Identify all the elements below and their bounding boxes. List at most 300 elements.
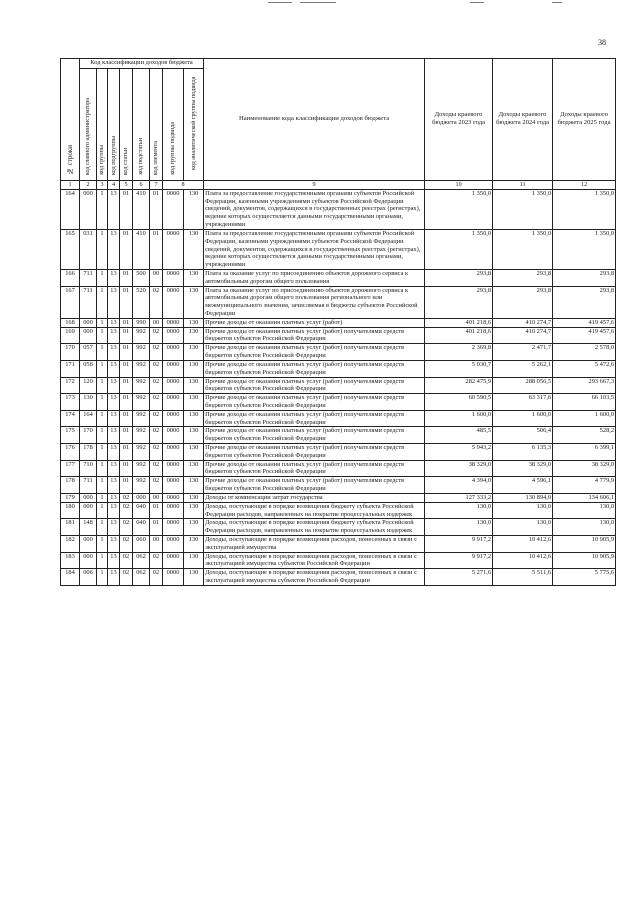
cell-amount-2024: 130,0 bbox=[493, 519, 553, 536]
cell-amount-2024: 2 471,7 bbox=[493, 344, 553, 361]
row-number: 168 bbox=[61, 318, 80, 327]
cell-analytic-group-code: 130 bbox=[184, 519, 204, 536]
cell-element-code: 02 bbox=[150, 444, 163, 461]
row-number: 171 bbox=[61, 360, 80, 377]
cell-subtype-group-code: 0000 bbox=[163, 493, 184, 502]
cell-amount-2025: 1 350,0 bbox=[553, 229, 616, 269]
cell-amount-2023: 5 030,7 bbox=[425, 360, 493, 377]
table-row bbox=[61, 493, 616, 502]
cell-analytic-group-code: 130 bbox=[184, 493, 204, 502]
cell-amount-2025: 134 606,1 bbox=[553, 493, 616, 502]
cell-name: Доходы, поступающие в порядке возмещения бюджету субъекта Российской Федерации расходов, направленных на покрытие процессуальных издержек bbox=[204, 519, 425, 536]
cell-analytic-group-code: 130 bbox=[184, 535, 204, 552]
cell-name: Прочие доходы от оказания платных услуг (работ) получателями средств бюджетов субъектов Российской Федерации bbox=[204, 327, 425, 344]
cell-subarticle-code: 000 bbox=[133, 493, 150, 502]
cell-admin-code: 000 bbox=[80, 502, 97, 519]
cell-amount-2025: 130,0 bbox=[553, 519, 616, 536]
table-row bbox=[61, 394, 616, 411]
cell-element-code: 02 bbox=[150, 477, 163, 494]
cell-group-code: 1 bbox=[97, 552, 108, 569]
cell-amount-2023: 401 218,6 bbox=[425, 318, 493, 327]
cell-subarticle-code: 992 bbox=[133, 394, 150, 411]
cell-article-code: 02 bbox=[120, 502, 133, 519]
cell-amount-2025: 6 399,1 bbox=[553, 444, 616, 461]
cell-article-code: 01 bbox=[120, 427, 133, 444]
table-row bbox=[61, 318, 616, 327]
table-row bbox=[61, 344, 616, 361]
cell-subgroup-code: 13 bbox=[108, 535, 120, 552]
cell-subarticle-code: 990 bbox=[133, 318, 150, 327]
row-number: 174 bbox=[61, 410, 80, 427]
cell-subgroup-code: 13 bbox=[108, 189, 120, 229]
header-code-article-label: код статьи bbox=[122, 147, 130, 175]
cell-amount-2023: 5 943,2 bbox=[425, 444, 493, 461]
column-number: 9 bbox=[204, 180, 425, 189]
cell-admin-code: 000 bbox=[80, 189, 97, 229]
cell-amount-2025: 10 905,9 bbox=[553, 535, 616, 552]
cell-amount-2023: 9 917,2 bbox=[425, 552, 493, 569]
cell-amount-2025: 5 472,6 bbox=[553, 360, 616, 377]
cell-subgroup-code: 13 bbox=[108, 377, 120, 394]
cell-amount-2025: 5 775,6 bbox=[553, 569, 616, 586]
cell-amount-2024: 63 317,6 bbox=[493, 394, 553, 411]
cell-subtype-group-code: 0000 bbox=[163, 569, 184, 586]
cell-subtype-group-code: 0000 bbox=[163, 410, 184, 427]
cell-subgroup-code: 13 bbox=[108, 460, 120, 477]
table-row bbox=[61, 229, 616, 269]
cell-group-code: 1 bbox=[97, 535, 108, 552]
cell-analytic-group-code: 130 bbox=[184, 189, 204, 229]
cell-group-code: 1 bbox=[97, 229, 108, 269]
cell-admin-code: 148 bbox=[80, 519, 97, 536]
header-name: Наименование кода классификации доходов бюджета bbox=[204, 59, 425, 181]
cell-name: Доходы, поступающие в порядке возмещения расходов, понесенных в связи с эксплуатацией имущества bbox=[204, 535, 425, 552]
cell-subgroup-code: 13 bbox=[108, 493, 120, 502]
cell-group-code: 1 bbox=[97, 327, 108, 344]
cell-amount-2024: 5 511,6 bbox=[493, 569, 553, 586]
cell-subgroup-code: 13 bbox=[108, 519, 120, 536]
cell-amount-2024: 5 262,1 bbox=[493, 360, 553, 377]
cell-amount-2024: 410 274,7 bbox=[493, 318, 553, 327]
cell-group-code: 1 bbox=[97, 394, 108, 411]
header-code-subtype-group bbox=[163, 69, 184, 181]
table-row bbox=[61, 502, 616, 519]
cell-subarticle-code: 992 bbox=[133, 344, 150, 361]
cell-name: Плата за предоставление государственными органами субъектов Российской Федерации, казенными учреждениями субъектов Российской Федерации сведений, документов, содержащихся в государственных реестрах (регистрах), ведение которых осуществляется данными государственными органами, учреждениями bbox=[204, 229, 425, 269]
cell-amount-2024: 10 412,6 bbox=[493, 535, 553, 552]
cell-amount-2025: 38 329,0 bbox=[553, 460, 616, 477]
cell-amount-2023: 282 475,9 bbox=[425, 377, 493, 394]
cell-group-code: 1 bbox=[97, 444, 108, 461]
cell-admin-code: 000 bbox=[80, 552, 97, 569]
cell-subtype-group-code: 0000 bbox=[163, 377, 184, 394]
cell-subgroup-code: 13 bbox=[108, 394, 120, 411]
cell-amount-2024: 1 600,0 bbox=[493, 410, 553, 427]
cell-amount-2023: 130,0 bbox=[425, 502, 493, 519]
cell-article-code: 01 bbox=[120, 410, 133, 427]
cell-name: Плата за оказание услуг по присоединению объектов дорожного сервиса к автомобильным дорогам общего пользования регионального или межмуниципального значения, зачисляемая в бюджеты субъектов Российской Федерации bbox=[204, 286, 425, 318]
cell-analytic-group-code: 130 bbox=[184, 460, 204, 477]
cell-subtype-group-code: 0000 bbox=[163, 552, 184, 569]
cell-admin-code: 031 bbox=[80, 229, 97, 269]
cell-element-code: 02 bbox=[150, 460, 163, 477]
header-code-element-label: код элемента bbox=[152, 140, 160, 175]
cell-name: Доходы, поступающие в порядке возмещения расходов, понесенных в связи с эксплуатацией имущества субъектов Российской Федерации bbox=[204, 569, 425, 586]
cell-name: Доходы, поступающие в порядке возмещения расходов, понесенных в связи с эксплуатацией имущества субъектов Российской Федерации bbox=[204, 552, 425, 569]
header-code-analytic-group bbox=[184, 69, 204, 181]
cell-element-code: 01 bbox=[150, 189, 163, 229]
cell-amount-2024: 38 329,0 bbox=[493, 460, 553, 477]
header-row-number bbox=[61, 59, 80, 181]
cell-name: Прочие доходы от оказания платных услуг (работ) получателями средств бюджетов субъектов Российской Федерации bbox=[204, 394, 425, 411]
row-number: 173 bbox=[61, 394, 80, 411]
table-body bbox=[61, 189, 616, 585]
cell-subtype-group-code: 0000 bbox=[163, 427, 184, 444]
header-code-article bbox=[120, 69, 133, 181]
cell-subarticle-code: 040 bbox=[133, 519, 150, 536]
cell-amount-2023: 2 369,8 bbox=[425, 344, 493, 361]
cell-article-code: 01 bbox=[120, 189, 133, 229]
header-year-2025: Доходы краевого бюджета 2025 года bbox=[553, 59, 616, 181]
cell-element-code: 02 bbox=[150, 344, 163, 361]
cell-element-code: 01 bbox=[150, 502, 163, 519]
table-row bbox=[61, 377, 616, 394]
header-code-subarticle-label: код подстатьи bbox=[137, 138, 145, 175]
row-number: 181 bbox=[61, 519, 80, 536]
header-code-subgroup-label: код подгруппы bbox=[109, 135, 117, 175]
scan-artifact-line bbox=[470, 2, 484, 3]
row-number: 175 bbox=[61, 427, 80, 444]
cell-subtype-group-code: 0000 bbox=[163, 269, 184, 286]
cell-amount-2024: 1 350,0 bbox=[493, 229, 553, 269]
cell-amount-2025: 4 779,9 bbox=[553, 477, 616, 494]
table-row bbox=[61, 286, 616, 318]
cell-analytic-group-code: 130 bbox=[184, 569, 204, 586]
table-row bbox=[61, 477, 616, 494]
cell-admin-code: 711 bbox=[80, 269, 97, 286]
cell-amount-2023: 1 600,0 bbox=[425, 410, 493, 427]
cell-subarticle-code: 062 bbox=[133, 552, 150, 569]
column-number: 11 bbox=[493, 180, 553, 189]
cell-name: Прочие доходы от оказания платных услуг (работ) получателями средств бюджетов субъектов Российской Федерации bbox=[204, 444, 425, 461]
row-number: 169 bbox=[61, 327, 80, 344]
cell-admin-code: 058 bbox=[80, 360, 97, 377]
column-number: 8 bbox=[163, 180, 204, 189]
cell-element-code: 01 bbox=[150, 519, 163, 536]
column-number: 3 bbox=[97, 180, 108, 189]
cell-element-code: 02 bbox=[150, 377, 163, 394]
cell-subtype-group-code: 0000 bbox=[163, 360, 184, 377]
cell-amount-2024: 130,0 bbox=[493, 502, 553, 519]
cell-amount-2025: 1 600,0 bbox=[553, 410, 616, 427]
cell-article-code: 02 bbox=[120, 552, 133, 569]
cell-group-code: 1 bbox=[97, 477, 108, 494]
cell-amount-2025: 10 905,9 bbox=[553, 552, 616, 569]
cell-group-code: 1 bbox=[97, 502, 108, 519]
cell-subarticle-code: 992 bbox=[133, 460, 150, 477]
column-number: 1 bbox=[61, 180, 80, 189]
cell-amount-2025: 293 667,3 bbox=[553, 377, 616, 394]
cell-element-code: 00 bbox=[150, 269, 163, 286]
cell-analytic-group-code: 130 bbox=[184, 477, 204, 494]
cell-element-code: 00 bbox=[150, 535, 163, 552]
cell-article-code: 01 bbox=[120, 344, 133, 361]
table-row bbox=[61, 427, 616, 444]
cell-subgroup-code: 13 bbox=[108, 318, 120, 327]
header-code-group: Код классификации доходов бюджета bbox=[80, 59, 204, 69]
row-number: 180 bbox=[61, 502, 80, 519]
cell-subarticle-code: 992 bbox=[133, 327, 150, 344]
cell-admin-code: 000 bbox=[80, 535, 97, 552]
row-number: 177 bbox=[61, 460, 80, 477]
cell-admin-code: 710 bbox=[80, 460, 97, 477]
cell-subgroup-code: 13 bbox=[108, 286, 120, 318]
cell-amount-2023: 60 590,5 bbox=[425, 394, 493, 411]
cell-article-code: 02 bbox=[120, 569, 133, 586]
cell-article-code: 01 bbox=[120, 444, 133, 461]
row-number: 179 bbox=[61, 493, 80, 502]
cell-article-code: 01 bbox=[120, 269, 133, 286]
row-number: 176 bbox=[61, 444, 80, 461]
cell-article-code: 02 bbox=[120, 519, 133, 536]
row-number: 167 bbox=[61, 286, 80, 318]
row-number: 183 bbox=[61, 552, 80, 569]
cell-amount-2025: 66 103,5 bbox=[553, 394, 616, 411]
header-code-subtype-group-label: код группы подвида bbox=[169, 122, 177, 175]
table-row bbox=[61, 444, 616, 461]
table-row bbox=[61, 519, 616, 536]
table-row bbox=[61, 269, 616, 286]
cell-article-code: 02 bbox=[120, 535, 133, 552]
row-number: 164 bbox=[61, 189, 80, 229]
table-row bbox=[61, 189, 616, 229]
cell-article-code: 01 bbox=[120, 394, 133, 411]
cell-subarticle-code: 520 bbox=[133, 286, 150, 318]
cell-amount-2024: 293,8 bbox=[493, 269, 553, 286]
header-year-2024: Доходы краевого бюджета 2024 года bbox=[493, 59, 553, 181]
cell-subtype-group-code: 0000 bbox=[163, 444, 184, 461]
cell-amount-2024: 293,8 bbox=[493, 286, 553, 318]
cell-element-code: 02 bbox=[150, 410, 163, 427]
cell-element-code: 02 bbox=[150, 394, 163, 411]
column-number-row bbox=[61, 180, 616, 189]
cell-name: Прочие доходы от оказания платных услуг (работ) получателями средств бюджетов субъектов Российской Федерации bbox=[204, 377, 425, 394]
column-number: 2 bbox=[80, 180, 97, 189]
cell-admin-code: 000 bbox=[80, 493, 97, 502]
cell-subtype-group-code: 0000 bbox=[163, 535, 184, 552]
table-row bbox=[61, 552, 616, 569]
cell-group-code: 1 bbox=[97, 269, 108, 286]
cell-amount-2025: 130,0 bbox=[553, 502, 616, 519]
cell-admin-code: 057 bbox=[80, 344, 97, 361]
cell-subtype-group-code: 0000 bbox=[163, 477, 184, 494]
cell-subarticle-code: 992 bbox=[133, 377, 150, 394]
cell-group-code: 1 bbox=[97, 286, 108, 318]
row-number: 178 bbox=[61, 477, 80, 494]
cell-subtype-group-code: 0000 bbox=[163, 502, 184, 519]
header-code-subarticle bbox=[133, 69, 150, 181]
cell-amount-2025: 419 457,6 bbox=[553, 327, 616, 344]
cell-group-code: 1 bbox=[97, 460, 108, 477]
cell-admin-code: 178 bbox=[80, 444, 97, 461]
cell-name: Прочие доходы от оказания платных услуг (работ) получателями средств бюджетов субъектов Российской Федерации bbox=[204, 410, 425, 427]
cell-name: Прочие доходы от оказания платных услуг (работ) получателями средств бюджетов субъектов Российской Федерации bbox=[204, 460, 425, 477]
column-number: 10 bbox=[425, 180, 493, 189]
cell-element-code: 02 bbox=[150, 360, 163, 377]
cell-group-code: 1 bbox=[97, 344, 108, 361]
cell-analytic-group-code: 130 bbox=[184, 344, 204, 361]
cell-group-code: 1 bbox=[97, 427, 108, 444]
column-number: 4 bbox=[108, 180, 120, 189]
cell-subgroup-code: 13 bbox=[108, 427, 120, 444]
header-code-admin bbox=[80, 69, 97, 181]
cell-element-code: 00 bbox=[150, 318, 163, 327]
cell-element-code: 02 bbox=[150, 569, 163, 586]
cell-name: Плата за предоставление государственными органами субъектов Российской Федерации, казенными учреждениями субъектов Российской Федерации сведений, документов, содержащихся в государственных реестрах (регистрах), ведение которых осуществляется данными государственными органами, учреждениями bbox=[204, 189, 425, 229]
cell-amount-2023: 4 394,0 bbox=[425, 477, 493, 494]
cell-subtype-group-code: 0000 bbox=[163, 189, 184, 229]
cell-subgroup-code: 13 bbox=[108, 269, 120, 286]
row-number: 184 bbox=[61, 569, 80, 586]
cell-group-code: 1 bbox=[97, 569, 108, 586]
cell-admin-code: 711 bbox=[80, 477, 97, 494]
cell-article-code: 01 bbox=[120, 477, 133, 494]
cell-subgroup-code: 13 bbox=[108, 502, 120, 519]
cell-amount-2024: 4 596,1 bbox=[493, 477, 553, 494]
cell-amount-2023: 5 271,6 bbox=[425, 569, 493, 586]
row-number: 182 bbox=[61, 535, 80, 552]
cell-name: Доходы от компенсации затрат государства bbox=[204, 493, 425, 502]
cell-article-code: 01 bbox=[120, 327, 133, 344]
cell-subgroup-code: 13 bbox=[108, 229, 120, 269]
cell-amount-2023: 485,5 bbox=[425, 427, 493, 444]
header-code-analytic-group-label: код аналитической группы подвида bbox=[189, 76, 197, 170]
cell-analytic-group-code: 130 bbox=[184, 444, 204, 461]
cell-subgroup-code: 13 bbox=[108, 410, 120, 427]
cell-analytic-group-code: 130 bbox=[184, 410, 204, 427]
row-number: 165 bbox=[61, 229, 80, 269]
header-code-group-col-label: код группы bbox=[98, 145, 106, 175]
cell-subarticle-code: 992 bbox=[133, 444, 150, 461]
cell-article-code: 01 bbox=[120, 229, 133, 269]
cell-analytic-group-code: 130 bbox=[184, 286, 204, 318]
cell-group-code: 1 bbox=[97, 410, 108, 427]
cell-admin-code: 000 bbox=[80, 327, 97, 344]
cell-subarticle-code: 410 bbox=[133, 189, 150, 229]
cell-admin-code: 120 bbox=[80, 377, 97, 394]
cell-subtype-group-code: 0000 bbox=[163, 318, 184, 327]
cell-amount-2024: 410 274,7 bbox=[493, 327, 553, 344]
cell-amount-2025: 1 350,0 bbox=[553, 189, 616, 229]
cell-article-code: 01 bbox=[120, 318, 133, 327]
cell-amount-2025: 293,8 bbox=[553, 286, 616, 318]
cell-subarticle-code: 992 bbox=[133, 410, 150, 427]
cell-name: Прочие доходы от оказания платных услуг (работ) получателями средств бюджетов субъектов Российской Федерации bbox=[204, 477, 425, 494]
cell-amount-2023: 9 917,2 bbox=[425, 535, 493, 552]
table-row bbox=[61, 460, 616, 477]
cell-analytic-group-code: 130 bbox=[184, 269, 204, 286]
column-number: 7 bbox=[150, 180, 163, 189]
cell-amount-2024: 6 135,3 bbox=[493, 444, 553, 461]
budget-revenue-table bbox=[60, 58, 616, 586]
cell-subtype-group-code: 0000 bbox=[163, 394, 184, 411]
cell-amount-2025: 528,2 bbox=[553, 427, 616, 444]
scan-artifact-line bbox=[300, 2, 336, 3]
cell-subarticle-code: 410 bbox=[133, 229, 150, 269]
column-number: 5 bbox=[120, 180, 133, 189]
cell-analytic-group-code: 130 bbox=[184, 229, 204, 269]
cell-amount-2024: 130 894,0 bbox=[493, 493, 553, 502]
cell-subgroup-code: 13 bbox=[108, 477, 120, 494]
cell-subarticle-code: 500 bbox=[133, 269, 150, 286]
page-number: 38 bbox=[598, 38, 606, 47]
cell-analytic-group-code: 130 bbox=[184, 318, 204, 327]
cell-article-code: 01 bbox=[120, 360, 133, 377]
table-row bbox=[61, 327, 616, 344]
cell-element-code: 01 bbox=[150, 229, 163, 269]
cell-subarticle-code: 992 bbox=[133, 477, 150, 494]
cell-amount-2023: 293,8 bbox=[425, 269, 493, 286]
cell-subtype-group-code: 0000 bbox=[163, 460, 184, 477]
cell-subarticle-code: 992 bbox=[133, 427, 150, 444]
header-code-group-col bbox=[97, 69, 108, 181]
header-code-admin-label: код главного администратора bbox=[84, 97, 92, 175]
cell-element-code: 02 bbox=[150, 286, 163, 318]
cell-analytic-group-code: 130 bbox=[184, 427, 204, 444]
cell-amount-2024: 10 412,6 bbox=[493, 552, 553, 569]
cell-name: Доходы, поступающие в порядке возмещения бюджету субъекта Российской Федерации расходов, направленных на покрытие процессуальных издержек bbox=[204, 502, 425, 519]
cell-subgroup-code: 13 bbox=[108, 327, 120, 344]
header-row-number-label: № строки bbox=[65, 144, 74, 175]
cell-subtype-group-code: 0000 bbox=[163, 344, 184, 361]
cell-analytic-group-code: 130 bbox=[184, 360, 204, 377]
cell-subgroup-code: 13 bbox=[108, 444, 120, 461]
cell-admin-code: 170 bbox=[80, 427, 97, 444]
cell-analytic-group-code: 130 bbox=[184, 377, 204, 394]
cell-admin-code: 711 bbox=[80, 286, 97, 318]
cell-analytic-group-code: 130 bbox=[184, 327, 204, 344]
cell-element-code: 02 bbox=[150, 427, 163, 444]
cell-amount-2025: 2 578,0 bbox=[553, 344, 616, 361]
cell-admin-code: 006 bbox=[80, 569, 97, 586]
cell-subgroup-code: 13 bbox=[108, 552, 120, 569]
cell-article-code: 01 bbox=[120, 377, 133, 394]
cell-subarticle-code: 040 bbox=[133, 502, 150, 519]
column-number: 6 bbox=[133, 180, 150, 189]
cell-admin-code: 000 bbox=[80, 318, 97, 327]
cell-element-code: 02 bbox=[150, 552, 163, 569]
cell-amount-2025: 419 457,6 bbox=[553, 318, 616, 327]
header-code-element bbox=[150, 69, 163, 181]
cell-subtype-group-code: 0000 bbox=[163, 229, 184, 269]
cell-article-code: 01 bbox=[120, 286, 133, 318]
cell-group-code: 1 bbox=[97, 519, 108, 536]
row-number: 166 bbox=[61, 269, 80, 286]
header-code-subgroup bbox=[108, 69, 120, 181]
cell-subgroup-code: 13 bbox=[108, 360, 120, 377]
cell-analytic-group-code: 130 bbox=[184, 502, 204, 519]
cell-subarticle-code: 060 bbox=[133, 535, 150, 552]
cell-element-code: 00 bbox=[150, 493, 163, 502]
cell-group-code: 1 bbox=[97, 377, 108, 394]
row-number: 170 bbox=[61, 344, 80, 361]
header-year-2023: Доходы краевого бюджета 2023 года bbox=[425, 59, 493, 181]
cell-admin-code: 130 bbox=[80, 394, 97, 411]
cell-group-code: 1 bbox=[97, 189, 108, 229]
cell-subtype-group-code: 0000 bbox=[163, 286, 184, 318]
cell-amount-2023: 401 218,6 bbox=[425, 327, 493, 344]
table-row bbox=[61, 535, 616, 552]
